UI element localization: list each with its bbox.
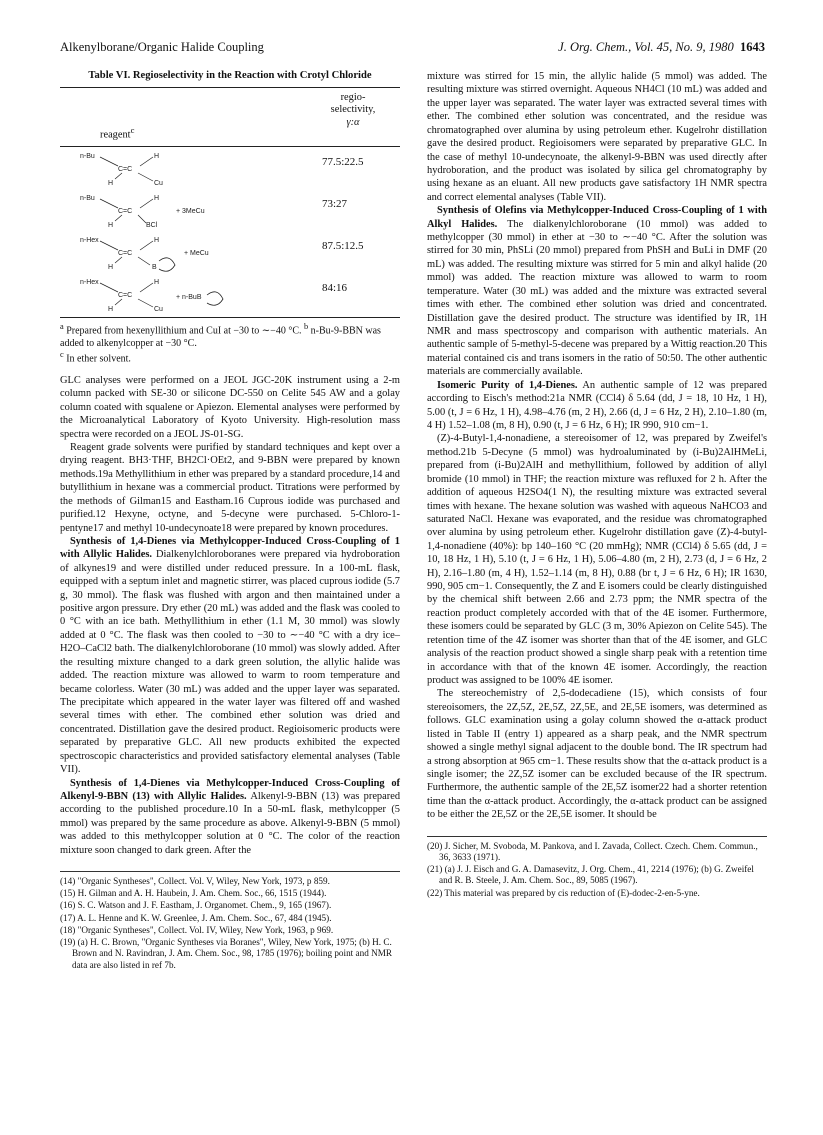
svg-text:C=C: C=C [118, 291, 133, 299]
reference: (19) (a) H. C. Brown, "Organic Syntheses via Boranes", Wiley, New York, 1975; (b) H. C. Brown and N. Ravindran, J. Am. Chem. Soc., 98, 1785 (1976); boiling point and NMR data are also listed in ref 7b. [60, 937, 393, 970]
reference: (20) J. Sicher, M. Svoboda, M. Pankova, and I. Zavada, Collect. Czech. Chem. Commun., 36, 3633 (1971). [427, 840, 758, 862]
regioselectivity-value: 77.5:22.5 [322, 155, 364, 168]
svg-text:B: B [152, 263, 157, 271]
table-row [60, 231, 400, 273]
svg-text:H: H [154, 278, 160, 286]
table-header [60, 87, 400, 147]
regioselectivity-value: 73:27 [322, 197, 348, 210]
svg-text:Cu: Cu [154, 179, 163, 187]
left-column [60, 70, 400, 972]
right-column [427, 70, 767, 900]
paragraph: (Z)-4-Butyl-1,4-nonadiene, a stereoisomer of 12, was prepared by Zweifel's method.21b 5-Decyne (5 mmol) was hydroaluminated by (i-Bu)2AlHMeLi, prepared from (i-Bu)2AlH and methyllithium, followed by addition of allyl bromide (10 mmol) in THF; the reaction mixture was refluxed for 2 h. After the addition of aqueous H2SO4(1 N), the resulting mixture was extracted several times with hexane. The hexane solution was washed with aqueous NaHCO3 and saturated NaCl. Hexane was evaporated, and the residue was chromatographed over alumina by using petroleum ether. Kugelrohr distillation gave (Z)-4-butyl-1,4-nonadiene (40%): bp 140–160 °C (20 mmHg); NMR (CCl4) δ 5.65 (dd, J = 10, 18 Hz, 1 H), 5.10 (t, J = 6 Hz, 1 H), 5.06–4.80 (m, 2 H), 2.73 (d, J = 6 Hz, 2 H), 2.16–1.80 (m, 4 H), 1.52–1.14 (m, 8 H), 0.88 (br t, J = 6 Hz, 6 H); IR 1630, 990, 905 cm−1. Consequently, the Z and E isomers could be clearly distinguished by the chemical shift between 2.66 and 2.73 ppm; the NMR spectra of the reaction product completely accorded with that of the 4E isomer. Furthermore, these isomers could be separated by GLC (3 m, 30% Apiezon on Celite 545). The retention time of the 4Z isomer was shorter than that of the 4E isomer, and GLC analysis of the reaction product showed a single sharp peak with a retention time in accordance with that of the known 4E isomer. Accordingly, the reaction product was assigned to be 100% 4E isomer. [427, 433, 767, 686]
structure-diagram [80, 191, 280, 231]
reference: (16) S. C. Watson and J. F. Eastham, J. Organomet. Chem., 9, 165 (1967). [60, 900, 332, 911]
section-heading: Synthesis of 1,4-Dienes via Methylcopper-Induced Cross-Coupling of Alkenyl-9-BBN (13) with Allylic Halides. [60, 777, 400, 802]
journal-citation: J. Org. Chem., Vol. 45, No. 9, 1980 1643 [558, 40, 765, 54]
svg-text:n-Hex: n-Hex [80, 278, 99, 286]
svg-text:H: H [154, 236, 160, 244]
svg-text:C=C: C=C [118, 207, 133, 215]
svg-text:n-Bu: n-Bu [80, 152, 95, 160]
paragraph: Synthesis of 1,4-Dienes via Methylcopper-Induced Cross-Coupling of 1 with Allylic Halides. Dialkenylchloroboranes were prepared via hydroboration of alkynes19 and were distilled under reduced pressure. In a 100-mL flask, equipped with a septum inlet and magnetic stirrer, was placed cuprous iodide (5.7 g, 30 mmol). The flask was flushed with argon and then maintained under a positive argon pressure. Dry ether (20 mL) was added and the flask was cooled to 0 °C with an ice bath. Methyllithium in ether (1.1 M, 30 mmol) was slowly added at 0 °C. The flask was then cooled to −30 to ∼−40 °C with a dry ice–H2O–CaCl2 bath. The dialkenylchloroborane (10 mmol) was slowly added. After the resulting mixture changed to a dark green solution, the allylic halide was added. The reaction mixture was allowed to warm to room temperature and became colorless. Water (30 mL) was added and the upper layer was separated. The precipitate which appeared in the water layer was filtered off and washed several times with ether. The combined ether solution was dried and concentrated. Distillation gave the desired product. Regioisomeric products were separated by preparative GLC. All new products exhibited the expected spectroscopic characteristics and provided satisfactory elemental analyses (Table VII). [60, 535, 400, 776]
paragraph: Isomeric Purity of 1,4-Dienes. An authentic sample of 12 was prepared according to Eisch's method:21a NMR (CCl4) δ 5.64 (dd, J = 18, 10 Hz, 1 H), 5.00 (t, J = 6 Hz, 1 H), 4.98–4.76 (m, 2 H), 2.66 (d, J = 6 Hz, 2 H), 2.10–1.80 (m, 4 H) 1.52–1.08 (m, 8 H), 0.90 (t, J = 6 Hz, 6 H); IR 990, 910 cm−1. [427, 379, 767, 431]
footnote-references [60, 871, 400, 971]
regioselectivity-value: 84:16 [322, 281, 348, 294]
structure-diagram [80, 275, 280, 315]
reference: (21) (a) J. J. Eisch and G. A. Damasevitz, J. Org. Chem., 41, 2214 (1976); (b) G. Zweifel and R. B. Steele, J. Am. Chem. Soc., 89, 5085 (1967). [427, 864, 754, 886]
col-reagent: reagent$^c$ [100, 124, 135, 141]
svg-text:n-Hex: n-Hex [80, 236, 99, 244]
paragraph: The stereochemistry of 2,5-dodecadiene (15), which consists of four stereoisomers, the 2Z,5Z, 2E,5Z, 2Z,5E, and 2E,5E isomers, was determined as follows. GLC examination using a golay column showed the α-attack product listed in Table II (entry 1) appeared as a sharp peak, and the NMR spectrum showed a single methyl signal adjacent to the double bond. The IR spectrum had a strong absorption at 965 cm−1. These results show that the α-attack product is a single isomer; the 2Z,5Z isomer can be excluded because of the IR spectrum. Furthermore, the authentic sample of the 2E,5Z isomer22 had a shorter retention time than the α-attack product. Accordingly, the α-attack product can be assigned to be either the 2E,5Z or the 2E,5E isomer. It should be [427, 688, 767, 821]
table-row [60, 189, 400, 231]
svg-text:H: H [108, 179, 114, 187]
svg-text:Cu: Cu [154, 305, 163, 313]
paragraph: Synthesis of 1,4-Dienes via Methylcopper-Induced Cross-Coupling of Alkenyl-9-BBN (13) with Allylic Halides. Alkenyl-9-BBN (13) was prepared according to the published procedure.10 In a 50-mL flask, methylcopper (5 mmol) was prepared by the same procedure as above. Alkenyl-9-BBN (5 mmol) was added to this methylcopper solution at 0 °C. The color of the reaction mixture soon changed to dark green. After the [60, 777, 401, 856]
table-title: Table VI. Regioselectivity in the Reaction with Crotyl Chloride [88, 70, 372, 81]
section-heading: Synthesis of 1,4-Dienes via Methylcopper-Induced Cross-Coupling of 1 with Allylic Halides. [60, 535, 400, 561]
svg-text:H: H [154, 152, 160, 160]
svg-text:H: H [108, 305, 114, 313]
svg-text:BCl: BCl [146, 221, 158, 229]
col-regioselectivity: regio- selectivity, γ:α [330, 91, 376, 128]
svg-text:H: H [108, 221, 114, 229]
table-vi [60, 70, 400, 366]
svg-text:C=C: C=C [118, 165, 133, 173]
footnote-references [427, 836, 767, 899]
table-row [60, 147, 400, 189]
svg-text:H: H [154, 194, 160, 202]
regioselectivity-value: 87.5:12.5 [322, 239, 364, 252]
page-number: 1643 [740, 40, 765, 54]
section-heading: Synthesis of Olefins via Methylcopper-Induced Cross-Coupling of 1 with Alkyl Halides. [427, 205, 767, 230]
svg-text:n-Bu: n-Bu [80, 194, 95, 202]
paragraph: Reagent grade solvents were purified by standard techniques and kept over a drying reagent. BH3·THF, BH2Cl·OEt2, and 9-BBN were prepared by known methods.19a Methyllithium in ether was prepared by a standard procedure,14 and butyllithium in hexane was a commercial product. Titrations were performed by the methods of Gilman15 and Eastham.16 Cuprous iodide was purchased and purified.12 Hexyne, octyne, and 5-decyne were purchased. 5-Chloro-1-pentyne17 and methyl 10-undecynoate18 were prepared by known procedures. [60, 441, 400, 534]
reference: (18) "Organic Syntheses", Collect. Vol. IV, Wiley, New York, 1963, p 969. [60, 924, 334, 935]
structure-diagram [80, 233, 280, 273]
svg-text:+ 3MeCu: + 3MeCu [176, 207, 205, 215]
svg-text:+ MeCu: + MeCu [184, 249, 209, 257]
svg-text:C=C: C=C [118, 249, 133, 257]
paragraph: mixture was stirred for 15 min, the allylic halide (5 mmol) was added. The resulting mixture was stirred overnight. Aqueous NH4Cl (10 mL) was added and the upper layer was separated. The water layer was extracted several times with ether. The combined ether solution was concentrated, and the residue was chromatographed over alumina by using petroleum ether. Kugelrohr distillation gave the desired product. Regioisomers were separated by preparative GLC. In the case of methyl 10-undecynoate, the alkenyl-9-BBN was used directly after hydroboration, and the product was isolated by silica gel chromatography by using hexane as an eluant. All new products gave satisfactory 1H NMR spectra and correct elemental analyses (Table VII). [427, 71, 767, 203]
reference: (14) "Organic Syntheses", Collect. Vol. V, Wiley, New York, 1973, p 859. [60, 876, 330, 887]
reference: (15) H. Gilman and A. H. Haubein, J. Am. Chem. Soc., 66, 1515 (1944). [60, 888, 327, 899]
structure-diagram [80, 149, 280, 189]
paragraph: Synthesis of Olefins via Methylcopper-Induced Cross-Coupling of 1 with Alkyl Halides. The dialkenylchloroborane (10 mmol) was added to methylcopper (30 mmol) in ether at −30 to ∼−40 °C. After the solution was stirred for 30 min, PhSLi (20 mmol) prepared from PhSH and BuLi in DMF (20 mL) was added. The resulting mixture was stirred for 5 min and alkyl halide (20 mmol) was added. The reaction mixture was allowed to warm to room temperature. Water (30 mL) was added and the mixture was extracted several times with ether. The combined ether solution was dried and concentrated. Distillation gave the desired product. The structure was identified by IR, 1H NMR and mass spectroscopy and comparison with authentic materials. An authentic sample of 5-methyl-5-decene was prepared by a Wittig reaction.20 This material contained cis and trans isomers in the ratio of 50:50. The other authentic materials are commercially available. [427, 205, 767, 378]
running-header [60, 40, 765, 60]
section-heading: Isomeric Purity of 1,4-Dienes. [437, 379, 578, 391]
svg-text:+ n-BuB: + n-BuB [176, 293, 202, 301]
paragraph: GLC analyses were performed on a JEOL JGC-20K instrument using a 2-m column packed with SE-30 or silicone DC-550 on Celite 545 AW and a golay column coated with squalene or Apiezon. Elemental analyses were performed by the Microanalytical Laboratory of Kyoto University. High-resolution mass spectra were recorded on a JEOL JS-01-SG. [60, 374, 400, 440]
reference: (17) A. L. Henne and K. W. Greenlee, J. Am. Chem. Soc., 67, 484 (1945). [60, 912, 332, 923]
table-footnotes: $^a$ Prepared from hexenyllithium and CuI at −30 to ∼−40 °C. $^b$ n-Bu-9-BBN was added to alkenylcopper at −30 °C. $^c$ In ether solvent. [60, 321, 381, 365]
table-row [60, 273, 400, 315]
reference: (22) This material was prepared by cis reduction of (E)-dodec-2-en-5-yne. [427, 887, 700, 898]
svg-text:H: H [108, 263, 114, 271]
running-title: Alkenylborane/Organic Halide Coupling [60, 40, 264, 54]
